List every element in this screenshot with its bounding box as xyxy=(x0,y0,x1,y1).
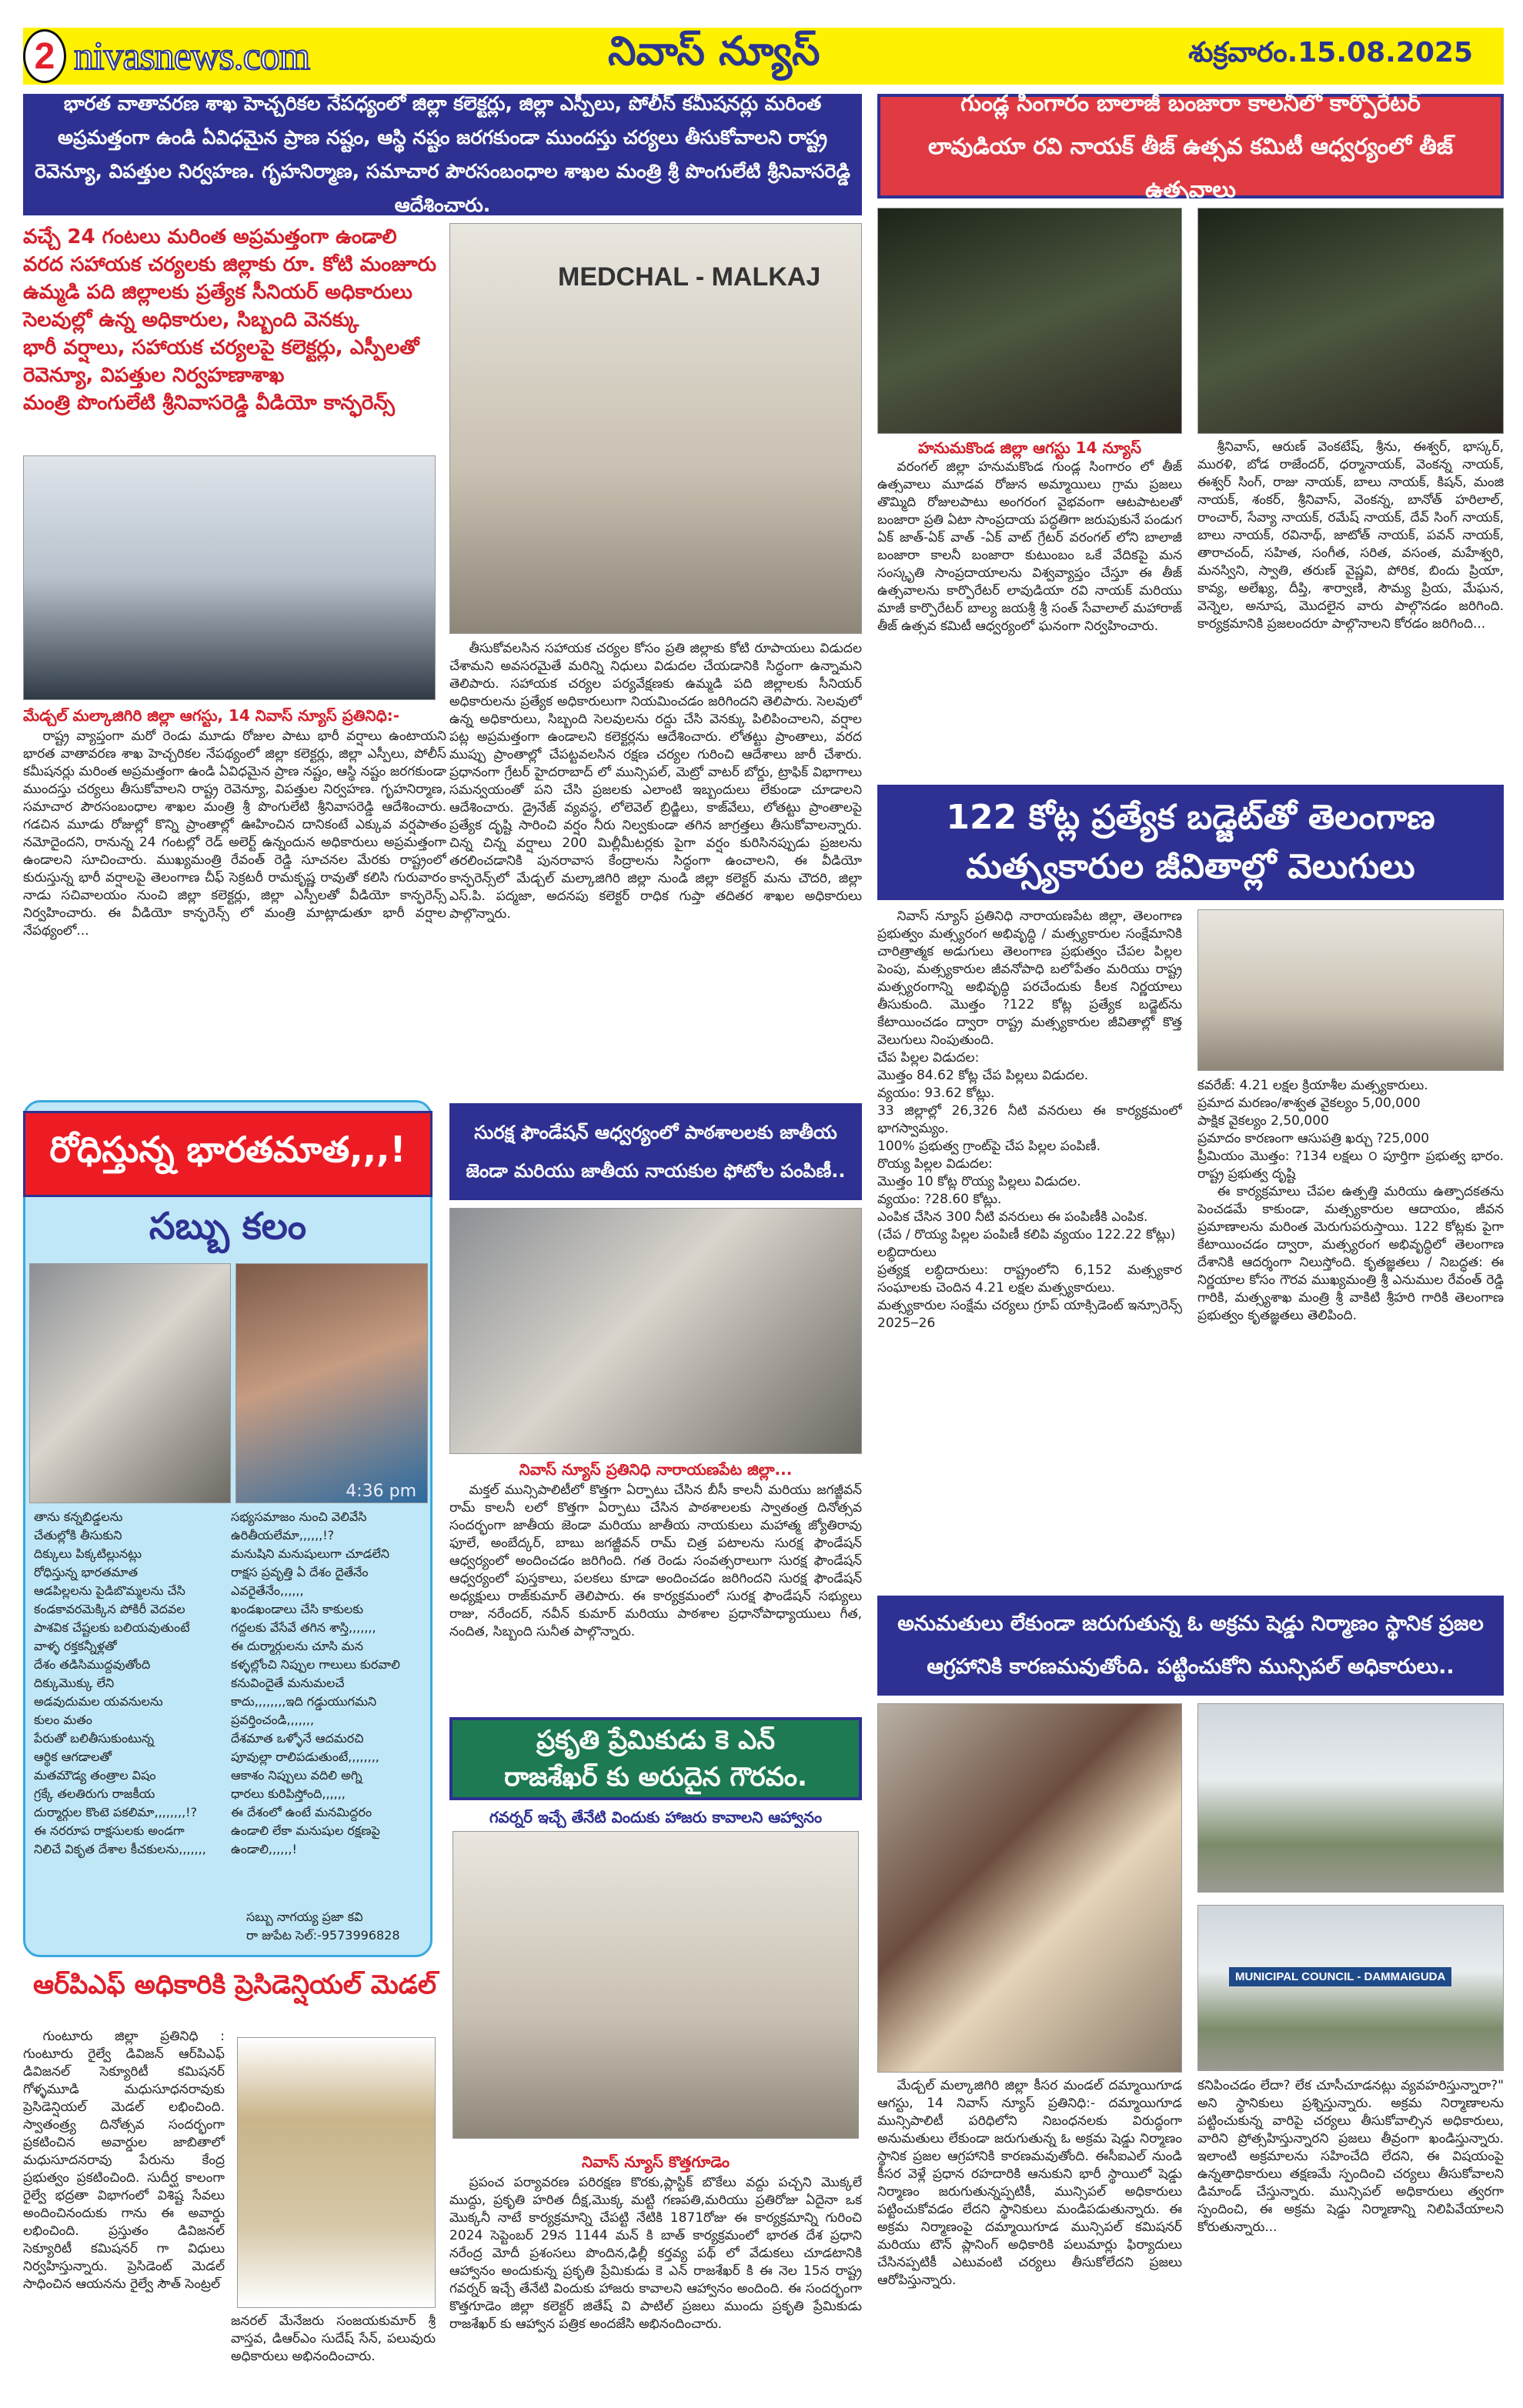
complainant-photos xyxy=(877,1703,1182,2073)
story7-headline xyxy=(877,1596,1504,1696)
stat-line: మొత్తం 84.62 కోట్ల చేప పిల్లలు విడుదల. xyxy=(877,1068,1089,1083)
poem-author xyxy=(246,1908,431,1945)
stat-line: 33 జిల్లాల్లో 26,326 నీటి వనరులు ఈ కార్యక్రమంలో భాగస్వామ్యం. xyxy=(877,1103,1182,1136)
story2-body-left: వరంగల్ జిల్లా హనుమకొండ గుండ్ల సింగారం లో తీజ్ ఉత్సవాలు మూడవ రోజున అమ్మాయిలు గ్రామ ప్రజలు తొమ్మిది రోజులపాటు అంగరంగ వైభవంగా ఆటపాటలతో బంజారా ప్రతి ఏటా సాంప్రదాయ పద్ధతిగా జరుపుకునే పండుగ ఏక్ జాత్-ఏక్ వాత్ -ఏక్ వాట్ గ్రేటర్ వరంగల్ లోని బాలాజీ బంజారా కాలనీ బంజారా కుటుంబం ఒకే వేదికపై మన సంస్కృతి సాంప్రదాయాలను విశ్వవ్యాప్తం చేస్తూ ఈ తీజ్ ఉత్సవాలను కార్పొరేటర్ లావుడియా రవి నాయక్ మరియు మాజీ కార్పొరేటర్ బాల్య జయశ్రీ శ్రీ సంత్ సేవాలాల్ మహారాజ్ తీజ్ ఉత్సవ కమిటీ ఆధ్వర్యంలో ఘనంగా నిర్వహించారు. xyxy=(877,459,1182,634)
site-name: nivasnews.com xyxy=(74,34,310,78)
stats-list xyxy=(877,1049,1182,1332)
author-contact: రా జుపేట సెల్:-9573996828 xyxy=(246,1928,400,1943)
story6-caption: జనరల్ మేనేజరు సంజయకుమార్ శ్రీ వాస్తవ, డిఆర్ఎం సుదేష్ సేన్, పలువురు అధికారులు అభినందించారు. xyxy=(231,2313,436,2364)
stat-line: (చేప / రొయ్య పిల్లల పంపిణీ కలిపి వ్యయం 122.22 కోట్లు) xyxy=(877,1227,1176,1242)
author-name: సబ్బు నాగయ్య ప్రజా కవి xyxy=(246,1909,363,1924)
column-title: సబ్బు కలం xyxy=(149,1205,307,1248)
page-number: 2 xyxy=(23,29,66,83)
stat-line: లబ్ధిదారులు xyxy=(877,1245,937,1260)
story1-body-left: రాష్ట్ర వ్యాప్తంగా మరో రెండు మూడు రోజుల పాటు భారీ వర్షాలు ఉంటాయని భారత వాతావరణ శాఖ హెచ్చరికల నేపథ్యంలో జిల్లా కలెక్టర్లు, జిల్లా ఎస్పీలు, పోలీస్ కమీషనర్లు మరింత అప్రమత్తంగా ఉండి ఏవిధమైన ప్రాణ నష్టం, ఆస్థి నష్టం జరగకుండా ముందస్తు చర్యలు తీసుకోవాలని రాష్ట్ర రెవెన్యూ, విపత్తుల నిర్వహణ. గృహనిర్మాణ, సమాచార పౌరసంబంధాల శాఖల మంత్రి శ్రీ పొంగులేటి శ్రీనివాసరెడ్డి ఆదేశించారు. గడచిన మూడు రోజుల్లో కొన్ని ప్రాంతాల్లో ఊహించిన దానికంటే ఎక్కువ వర్షపాతం నమోదైందని, రానున్న 24 గంటల్లో రెడ్ అలెర్ట్ ఉన్నందున అధికారులు అప్రమత్తంగా ఉండాలని సూచించారు. ముఖ్యమంత్రి రేవంత్ రెడ్డి సూచనల మేరకు రాష్ట్రంలో కురుస్తున్న భారీ వర్షాలపై తెలంగాణ చీఫ్ సెక్రటరీ రామకృష్ణ రావుతో కలిసి గురువారం నాడు సచివాలయం నుంచి జిల్లా కలెక్టర్లు, జిల్లా ఎస్పీలతో వీడియో కాన్ఫరెన్స్ నిర్వహించారు. ఈ వీడియో కాన్ఫరెన్స్ లో మంత్రి మాట్లాడుతూ భారీ వర్షాల నేపథ్యంలో... xyxy=(23,729,446,939)
story5-dateline: నివాస్ న్యూస్ కొత్తగూడెం xyxy=(581,2153,730,2171)
stat-line: కవరేజ్: 4.21 లక్షల క్రియాశీల మత్స్యకారులు. xyxy=(1197,1078,1428,1093)
video-conference-photo xyxy=(23,455,436,700)
story7-body-right: కనిపించడం లేదా? లేక చూసీచూడనట్లు వ్యవహరిస్తున్నారా?" అని స్థానికులు ప్రశ్నిస్తున్నారు. అక్రమ నిర్మాణాలను పట్టించుకున్న వారిపై చర్యలు తీసుకోవాల్సిన అధికారులు, వారిని ప్రోత్సహిస్తున్నారని ప్రజలు తీవ్రంగా ఖండిస్తున్నారు. ఇలాంటి అక్రమాలను సహించేది లేదని, ఈ విషయంపై ఉన్నతాధికారులు తక్షణమే స్పందించి చర్యలు తీసుకోవాలని డిమాండ్ చేస్తున్నారు. మున్సిపల్ అధికారులు త్వరగా స్పందించి, ఈ అక్రమ షెడ్డు నిర్మాణాన్ని నిలిపివేయాలని కోరుతున్నారు... xyxy=(1197,2078,1504,2235)
headline-line: 122 కోట్ల ప్రత్యేక బడ్జెట్‌తో తెలంగాణ xyxy=(946,798,1435,837)
story5-headline xyxy=(449,1717,862,1800)
headline-line: జెండా మరియు జాతీయ నాయకుల ఫోటోల పంపిణీ.. xyxy=(466,1160,846,1182)
top-banner: భారత వాతావరణ శాఖ హెచ్చరికల నేపధ్యంలో జిల్లా కలెక్టర్లు, జిల్లా ఎస్పీలు, పోలీస్ కమీషనర్లు మరింత అప్రమత్తంగా ఉండి ఏవిధమైన ప్రాణ నష్టం, ఆస్థి నష్టం జరగకుండా ముందస్తు చర్యలు తీసుకోవాలని రాష్ట్ర రెవెన్యూ, విపత్తుల నిర్వహణ. గృహనిర్మాణ, సమాచార పౌరసంబంధాల శాఖల మంత్రి శ్రీ పొంగులేటి శ్రీనివాసరెడ్డి ఆదేశించారు. xyxy=(23,94,862,215)
story4-headline xyxy=(449,1103,862,1200)
stat-line: రొయ్య పిల్లల విడుదల: xyxy=(877,1156,993,1172)
flag-distribution-photo xyxy=(449,1208,862,1454)
press-meet-photo xyxy=(449,223,862,634)
municipal-office-photo xyxy=(1197,1905,1504,2071)
body-text: నివాస్ న్యూస్ ప్రతినిధి నారాయణపేట జిల్లా, తెలంగాణ ప్రభుత్వం మత్స్యరంగ అభివృద్ధి / మత్స్యకారుల సంక్షేమానికి చారిత్రాత్మక అడుగులు తెలంగాణ ప్రభుత్వం చేపల పిల్లల పెంపు, మత్స్యకారుల జీవనోపాధి బలోపేతం మరియు రాష్ట్ర మత్స్యరంగాన్ని అభివృద్ధి పరచేందుకు కీలక నిర్ణయాలు తీసుకుంది. మొత్తం ?122 కోట్ల ప్రత్యేక బడ్జెట్‌ను కేటాయించడం ద్వారా రాష్ట్ర మత్స్యకారుల జీవితాల్లో కొత్త వెలుగులు నింపుతుంది. xyxy=(877,909,1182,1048)
story1-headline xyxy=(23,223,446,417)
author-photo xyxy=(29,1263,231,1503)
body-text: ఈ కార్యక్రమాలు చేపల ఉత్పత్తి మరియు ఉత్పాదకతను పెంచడమే కాకుండా, మత్స్యకారుల ఆదాయం, జీవన ప్రమాణాలను మరింత మెరుగుపరుస్తాయి. 122 కోట్లకు పైగా కేటాయించడం ద్వారా, మత్స్యరంగ అభివృద్ధిలో తెలంగాణ దేశానికి ఆదర్శంగా నిలుస్తోంది. కృతజ్ఞతలు / నిబద్ధత: ఈ నిర్ణయాల కోసం గౌరవ ముఖ్యమంత్రి శ్రీ ఎనుముల రేవంత్ రెడ్డి గారికి, మత్స్యశాఖ మంత్రి శ్రీ వాకిటి శ్రీహరి గారికి తెలంగాణ ప్రభుత్వం కృతజ్ఞతలు తెలిపింది. xyxy=(1197,1184,1504,1323)
headline-line: ఆగ్రహానికి కారణమవుతోంది. పట్టించుకోని మున్సిపల్ అధికారులు.. xyxy=(927,1655,1455,1679)
story3-body-right xyxy=(1197,1077,1504,1585)
story4-body: మక్తల్ మున్సిపాలిటీలో కొత్తగా ఏర్పాటు చేసిన బీసీ కాలనీ మరియు జగజ్జీవన్ రామ్ కాలనీ లలో కొత్తగా ఏర్పాటు చేసిన పాఠశాలలకు స్వాతంత్ర దినోత్సవ సందర్భంగా జాతీయ జెండా మరియు జాతీయ నాయకులు మహాత్మ జ్యోతిరావు ఫూలే, అంబేద్కర్, బాబు జగజ్జీవన్ రామ్ చిత్ర పటాలను సురక్ష ఫౌండేషన్ ఆధ్వర్యంలో అందించడం జరిగింది. గత రెండు సంవత్సరాలుగా సురక్ష ఫౌండేషన్ ఆధ్వర్యంలో పుస్తకాలు, పలకలు కూడా అందించడం జరిగిందని సురక్ష ఫౌండేషన్ అధ్యక్షులు రాజ్‌కుమార్ తెలిపారు. ఈ కార్యక్రమంలో సురక్ష ఫౌండేషన్ సభ్యులు రాజు, నరేందర్, నవీన్ కుమార్ మరియు పాఠశాల ప్రధానోపాధ్యాయులు గీత, నందిత, సిబ్బంది సునీత పాల్గొన్నారు. xyxy=(449,1482,862,1639)
stat-line: ఎంపిక చేసిన 300 నీటి వనరులు ఈ పంపిణీకి ఎంపిక. xyxy=(877,1209,1148,1225)
story2-headline xyxy=(877,90,1504,202)
story2-body-right: శ్రీనివాస్, ఆరుణ్ వెంకటేష్, శ్రీను, ఈశ్వర్, భాస్కర్, మురళి, బోడ రాజేందర్, ధర్మానాయక్, వెంకన్న నాయక్, ఈశ్వర్ సింగ్, రాజు నాయక్, బాలు నాయక్, కిషన్, మంజి నాయక్, శంకర్, శ్రీనివాస్, వెంకన్న, బానోత్ హరిలాల్, రాంచార్, సేవ్యా నాయక్, రమేష్ నాయక్, దేవ్ సింగ్ నాయక్, బాలు నాయక్, రవినాథ్, జాటోత్ నాయక్, పవన్ నాయక్, తారాచంద్, సహిత, సంగీత, సరిత, వసంత, మహేశ్వరి, మనస్విని, స్వాతి, తరుణ్ వైష్ణవి, పోరిక, బిందు ప్రియా, కావ్య, అలేఖ్య, దీప్తి, శార్వాణి, సౌమ్య ప్రియ, మేఘన, వెన్నెల, అనూష, మొదలైన వారు పాల్గొనడం జరిగింది. కార్యక్రమానికి ప్రజలందరూ పాల్గొనాలని కోరడం జరిగింది... xyxy=(1197,439,1504,632)
rpf-officer-photo xyxy=(237,2037,436,2308)
story5-subhead: గవర్నర్ ఇచ్చే తేనేటి విందుకు హాజరు కావాలని ఆహ్వానం xyxy=(489,1808,823,1826)
stat-line: 100% ప్రభుత్వ గ్రాంట్‌పై చేప పిల్లల పంపిణీ. xyxy=(877,1139,1101,1154)
poem-col2: సభ్యసమాజం నుంచి వెలివేసి ఉరితీయలేమా,,,,,,!? మనుషిని మనుషులుగా చూడలేని రాక్షస ప్రవృత్తి ఏ దేశం దైతేనేం ఎవరైతేనేం,,,,,, ఖండఖండాలు చేసి కాకులకు గద్దలకు వేసేవే తగిన శాస్తి,,,,,,, ఈ దుర్మార్గులను చూసి మన కళ్ళల్లోంచి నిప్పుల గాలులు కురవాలి కనువిందైతే మనుమలచే కాదు,,,,,,,,ఇది గడ్డుయుగమని ప్రవర్తించండి,,,,,,, దేశమాత ఒళ్ళోనే ఆదమరచి పూవుల్లా రాలిపడుతుంటే,,,,,,,, ఆకాశం నిప్పులు వదిలి అగ్ని ధారలు కురిపిస్తోంది,,,,,, ఈ దేశంలో ఉంటే మనమిద్దరం ఉండాలి లేకా మనుషుల రక్షణపై ఉండాలి,,,,,,! xyxy=(231,1509,400,1856)
headline-line: వరద సహాయక చర్యలకు జిల్లాకు రూ. కోటి మంజూరు xyxy=(23,253,437,276)
headline-line: మత్స్యకారుల జీవితాల్లో వెలుగులు xyxy=(966,847,1415,886)
headline-line: రాజశేఖర్ కు అరుదైన గౌరవం. xyxy=(504,1762,807,1793)
headline-line: సెలవుల్లో ఉన్న అధికారుల, సిబ్బంది వెనక్కు xyxy=(23,309,359,332)
photo-timestamp: 4:36 pm xyxy=(346,1482,416,1501)
stat-line: మొత్తం 10 కోట్ల రొయ్య పిల్లలు విడుదల. xyxy=(877,1174,1081,1189)
teej-festival-photo xyxy=(1197,208,1504,434)
minister-meeting-photo xyxy=(1197,909,1504,1071)
author-photo xyxy=(235,1263,428,1503)
headline-line: లావుడియా రవి నాయక్ తీజ్ ఉత్సవ కమిటీ ఆధ్వర్యంలో తీజ్ ఉత్సవాలు xyxy=(927,133,1454,202)
poem-col1: తాను కన్నబిడ్డలను చేతుల్లోకి తీసుకుని దిక్కులు పిక్కటిల్లునట్లు రోధిస్తున్న భారతమాత ఆడపిల్లలను పైడిబొమ్మలను చేసి కండకావరమెక్కిన పోకిరీ వెదవల పాశవిక చేష్టలకు బలియవుతుంటే వాళ్ళ రక్తకన్నీళ్లతో దేశం తడిసిముద్దవుతోంది దిక్కుమొక్కు లేని అడవుదుమల యవనులను కులం మతం పేరుతో బలితీసుకుంటున్న ఆర్థిక ఆగడాలతో మతమౌడ్య తంత్రాల విషం గ్రక్కే తలతిరుగు రాజకీయ దుర్మార్గుల కొంటె పకలిమా,,,,,,,,!? ఈ నరరూప రాక్షసులకు అండగా నిలిచే వికృత దేశాల కీచకులను,,,,,,, xyxy=(34,1509,206,1856)
story1-dateline: మేడ్చల్ మల్కాజిగిరి జిల్లా ఆగస్టు, 14 నివాస్ న్యూస్ ప్రతినిధి:- xyxy=(23,706,399,725)
stat-line: వ్యయం: ?28.60 కోట్లు. xyxy=(877,1192,1002,1207)
stat-line: పాక్షిక వైకల్యం 2,50,000 xyxy=(1197,1113,1329,1129)
headline-line: గుండ్ల సింగారం బాలాజీ బంజారా కాలనీలో కార్పొరేటర్ xyxy=(960,90,1421,116)
headline-line: భారీ వర్షాలు, సహాయక చర్యలపై కలెక్టర్లు, ఎస్పీలతో xyxy=(23,336,419,359)
story1-body-mid: తీసుకోవలసిన సహాయక చర్యల కోసం ప్రతి జిల్లాకు కోటి రూపాయలు విడుదల చేశామని అవసరమైతే మరిన్ని నిధులు విడుదల చేయడానికి సిద్ధంగా ఉన్నామని తెలిపారు. సహాయక చర్యల పర్యవేక్షణకు ఉమ్మడి పది జిల్లాలకు సీనియర్ అధికారులను ప్రత్యేక అధికారులుగా నియమించడం జరిగిందని తెలిపారు. సెలవులో ఉన్న అధికారులు, సిబ్బంది సెలవులను రద్దు చేసి వెనక్కు పిలిపించాలని, వర్షాల పట్ల అప్రమత్తంగా ఉండాలని కలెక్టర్లను ఆదేశించారు. లోతట్టు ప్రాంతాలు, వరద ముప్పు ప్రాంతాల్లో చేపట్టవలసిన రక్షణ చర్యల గురించి ఆదేశాలు జారీ చేశారు. ప్రధానంగా గ్రేటర్ హైదరాబాద్ లో మున్సిపల్, మెట్రో వాటర్ బోర్డు, ట్రాఫిక్ విభాగాలు సమన్వయంతో పని చేసి ప్రజలకు ఎలాంటి ఇబ్బందులు లేకుండా చూడాలని ఆదేశించారు. డ్రైనేజ్ వ్యవస్థ, లోలెవెల్ బ్రిడ్జిలు, కాజ్‌వేలు, లోతట్టు ప్రాంతాలపై ప్రత్యేక దృష్టి సారించి వర్షం నీరు నిల్వకుండా తగిన జాగ్రత్తలు తీసుకోవాలన్నారు. చిన్న చిన్న వర్షాలు 200 మిల్లీమీటర్లకు పైగా వర్షం కురిసినప్పుడు ప్రజలను తరలించడానికి పునరావాస కేంద్రాలను సిద్ధంగా ఉంచాలని, ఈ వీడియో కాన్ఫరెన్స్‌లో మేడ్చల్ మల్కాజిగిరి జిల్లా నుండి జిల్లా కలెక్టర్ మను చౌదరి, జిల్లా ఎస్.పి. పద్మజా, అదనపు కలెక్టర్ రాధిక గుప్తా తదితర శాఖల అధికారులు పాల్గొన్నారు. xyxy=(449,641,862,922)
stat-line: మత్స్యకారుల సంక్షేమ చర్యలు గ్రూప్ యాక్సిడెంట్ ఇన్సూరెన్స్ 2025౼26 xyxy=(877,1298,1182,1331)
poem-headline: రోధిస్తున్న భారతమాత,,,! xyxy=(23,1111,433,1197)
story4-dateline: నివాస్ న్యూస్ ప్రతినిధి నారాయణపేట జిల్లా... xyxy=(519,1460,793,1479)
headline-line: ప్రకృతి ప్రేమికుడు కె ఎన్ xyxy=(536,1725,775,1756)
story6-body: గుంటూరు జిల్లా ప్రతినిధి : గుంటూరు రైల్వే డివిజన్ ఆర్‌పిఎఫ్ డివిజనల్ సెక్యూరిటీ కమిషనర్ గోళ్ళమూడి మధుసూధనరావుకు ప్రెసిడెన్షియల్ మెడల్ లభించింది. స్వాతంత్ర్య దినోత్సవ సందర్భంగా ప్రకటించిన అవార్డుల జాబితాలో మధుసూదనరావు పేరును కేంద్ర ప్రభుత్వం ప్రకటించింది. సుదీర్ఘ కాలంగా రైల్వే భద్రతా విభాగంలో విశిష్ట సేవలు అందించినందుకు గాను ఈ అవార్డు లభించింది. ప్రస్తుతం డివిజనల్ సెక్యూరిటీ కమిషనర్ గా విధులు నిర్వహిస్తున్నారు. ప్రెసిడెంట్ మెడల్ సాధించిన ఆయనను రైల్వే సౌత్ సెంట్రల్ xyxy=(23,2029,225,2292)
headline-line: వచ్చే 24 గంటలు మరింత అప్రమత్తంగా ఉండాలి xyxy=(23,225,397,248)
shed-construction-photo xyxy=(1197,1703,1504,1893)
stat-line: ప్రమాద మరణం/శాశ్వత వైకల్యం 5,00,000 xyxy=(1197,1096,1421,1111)
story3-body-left xyxy=(877,908,1182,1585)
story2-dateline: హనుమకొండ జిల్లా ఆగస్టు 14 న్యూస్ xyxy=(917,439,1142,457)
masthead-bar xyxy=(23,28,1504,85)
story7-body-left: మేడ్చల్ మల్కాజిగిరి జిల్లా కీసర మండల్ దమ్మాయిగూడ ఆగస్టు, 14 నివాస్ న్యూస్ ప్రతినిధి:- దమ్మాయిగూడ మున్సిపాలిటీ పరిధిలోని నిబంధనలకు విరుద్ధంగా అనుమతులు లేకుండా జరుగుతున్న ఓ అక్రమ షెడ్డు నిర్మాణం స్థానిక ప్రజల ఆగ్రహానికి కారణమవుతోంది. ఈసీఐఎల్ నుండి కీసర వెళ్లే ప్రధాన రహదారికి ఆనుకుని భారీ స్థాయిలో షెడ్డు నిర్మాణం జరుగుతున్నప్పటికీ, మున్సిపల్ అధికారులు పట్టించుకోవడం లేదని స్థానికులు మండిపడుతున్నారు. ఈ అక్రమ నిర్మాణంపై దమ్మాయిగూడ మున్సిపల్ కమిషనర్ మరియు టౌన్ ప్లానింగ్ అధికారికి పలుమార్లు ఫిర్యాదులు చేసినప్పటికీ ఎటువంటి చర్యలు తీసుకోలేదని ప్రజలు ఆరోపిస్తున్నారు. xyxy=(877,2078,1182,2288)
stat-line: ప్రమాదం కారణంగా ఆసుపత్రి ఖర్చు ?25,000 xyxy=(1197,1131,1430,1146)
headline-line: ఉమ్మడి పది జిల్లాలకు ప్రత్యేక సీనియర్ అధికారులు xyxy=(23,281,412,304)
story5-body: ప్రపంచ పర్యావరణ పరిరక్షణ కొరకు,ప్లాస్టిక్ బొకేలు వద్దు పచ్చని మొక్కలే ముద్దు, ప్రకృతి హరిత దీక్ష,మొక్క మట్టి గణపతి,మరియు ప్రతిరోజు ఏదైనా ఒక మొక్కనీ నాటే కార్యక్రమాన్ని చేపట్టి నేటికి 1871రోజు ఈ కార్యక్రమాన్ని గురించి 2024 సెప్టెంబర్ 29న 1144 మన్ కి బాత్ కార్యక్రమంలో భారత దేశ ప్రధాని నరేంద్ర మోదీ ప్రశంసలు పొందిన,ఢిల్లీ కర్తవ్య పథ్ లో వేడుకలు చూడటానికి ఆహ్వానం అందుకున్న ప్రకృతి ప్రేమికుడు కె ఎన్ రాజశేఖర్ కి ఈ నెల 15న రాష్ట్ర గవర్నర్ ఇచ్చే తేనేటి విందుకు హాజరు కావాలని ఆహ్వానం అందింది. ఈ సందర్భంగా కొత్తగూడెం జిల్లా కలెక్టర్ జితేష్ వి పాటిల్ ప్రజలు ముందు ప్రకృతి ప్రేమికుడు రాజశేఖర్ కు ఆహ్వాన పత్రిక అందజేసి అభినందించారు. xyxy=(449,2175,862,2332)
headline-line: సురక్ష ఫౌండేషన్ ఆధ్వర్యంలో పాఠశాలలకు జాతీయ xyxy=(474,1122,837,1143)
headline-line: రెవెన్యూ, విపత్తుల నిర్వహణాశాఖ xyxy=(23,364,285,387)
stat-line: చేప పిల్లల విడుదల: xyxy=(877,1050,980,1066)
newspaper-title: నివాస్ న్యూస్ xyxy=(608,28,820,75)
stat-line: వ్యయం: 93.62 కోట్లు. xyxy=(877,1086,995,1101)
photo-sign: MEDCHAL - MALKAJ xyxy=(558,262,821,292)
stat-line: ప్రత్యక్ష లబ్ధిదారులు: రాష్ట్రంలోని 6,152 మత్స్యకార సంఘాలకు చెందిన 4.21 లక్షల మత్స్యకారులు. xyxy=(877,1262,1182,1296)
issue-date: శుక్రవారం.15.08.2025 xyxy=(1188,37,1473,68)
award-photo-collage xyxy=(453,1831,859,2139)
municipal-sign: MUNICIPAL COUNCIL - DAMMAIGUDA xyxy=(1229,1967,1451,1986)
teej-festival-photo xyxy=(877,208,1182,434)
stat-line: ప్రీమియం మొత్తం: ?134 లక్షలు ౦ పూర్తిగా ప్రభుత్వ భారం. రాష్ట్ర ప్రభుత్వ దృష్టి xyxy=(1197,1149,1504,1182)
headline-line: మంత్రి పొంగులేటి శ్రీనివాసరెడ్డి వీడియో కాన్ఫరెన్స్ xyxy=(23,392,395,415)
story3-headline xyxy=(877,785,1504,900)
story6-headline: ఆర్‌పిఎఫ్ అధికారికి ప్రెసిడెన్షియల్ మెడల్ xyxy=(32,1969,437,2000)
headline-line: అనుమతులు లేకుండా జరుగుతున్న ఓ అక్రమ షెడ్డు నిర్మాణం స్థానిక ప్రజల xyxy=(897,1612,1484,1636)
